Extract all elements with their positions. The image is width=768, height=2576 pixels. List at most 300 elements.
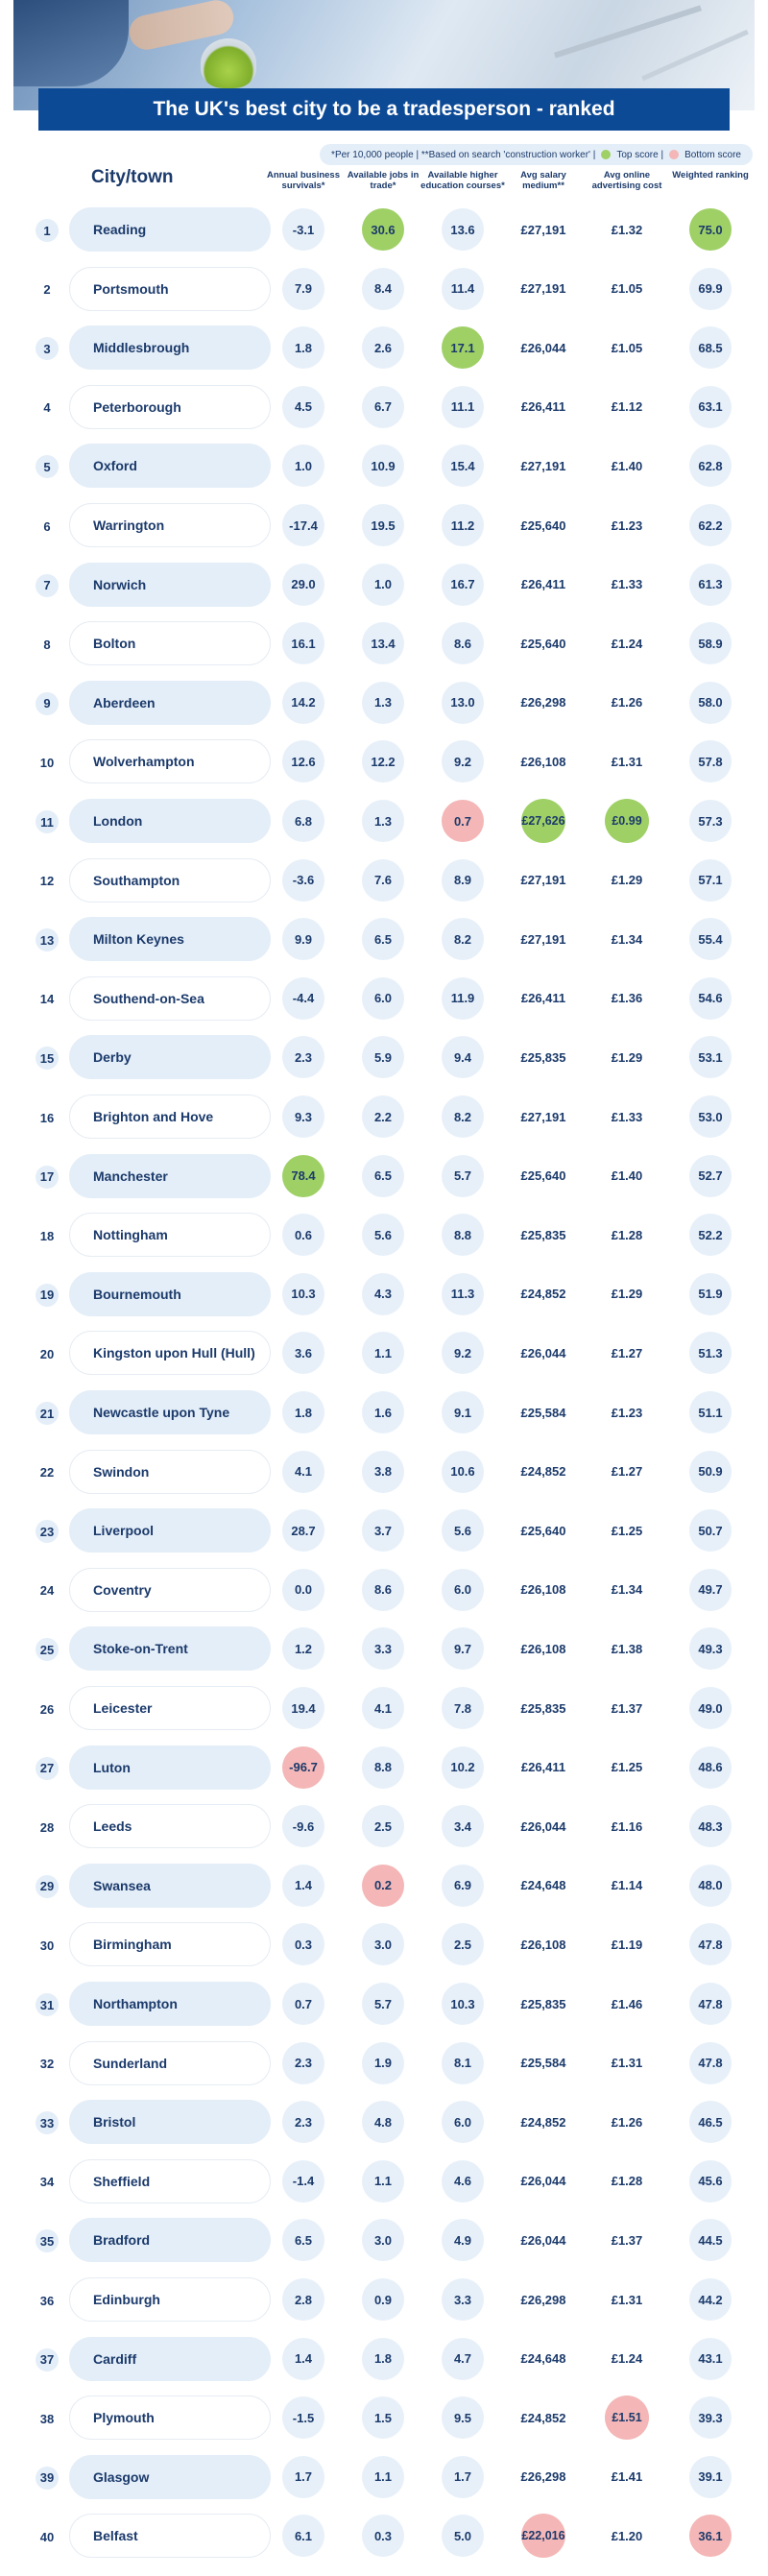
hero-photo-tool bbox=[554, 5, 702, 58]
value-survivals: 4.5 bbox=[282, 386, 324, 428]
city-column-header: City/town bbox=[91, 167, 174, 187]
table-row bbox=[0, 2395, 768, 2442]
value-jobs: 1.1 bbox=[362, 1332, 404, 1374]
rank-number: 15 bbox=[36, 1047, 59, 1070]
value-adcost: £1.29 bbox=[611, 873, 643, 888]
value-weighted: 48.6 bbox=[689, 1746, 732, 1789]
value-adcost: £1.31 bbox=[611, 754, 643, 769]
rank-number: 3 bbox=[36, 337, 59, 360]
city-name: Leeds bbox=[69, 1804, 271, 1848]
rank-number: 2 bbox=[43, 282, 51, 298]
value-survivals: 3.6 bbox=[282, 1332, 324, 1374]
rank-number: 4 bbox=[43, 400, 51, 416]
value-survivals: -96.7 bbox=[282, 1746, 324, 1789]
page-title: The UK's best city to be a tradesperson - ranked bbox=[153, 98, 615, 120]
value-survivals: 0.0 bbox=[282, 1569, 324, 1611]
city-name: Cardiff bbox=[69, 2337, 271, 2381]
city-name: Norwich bbox=[69, 563, 271, 607]
value-adcost: £1.26 bbox=[611, 2114, 643, 2130]
value-courses: 11.9 bbox=[442, 977, 484, 1020]
value-weighted: 57.8 bbox=[689, 740, 732, 782]
value-adcost: £1.41 bbox=[611, 2469, 643, 2485]
value-adcost: £1.20 bbox=[611, 2528, 643, 2543]
rank-number: 28 bbox=[39, 1819, 55, 1835]
table-row bbox=[0, 2277, 768, 2323]
value-survivals: 1.0 bbox=[282, 445, 324, 487]
value-courses: 4.7 bbox=[442, 2338, 484, 2380]
value-courses: 10.3 bbox=[442, 1983, 484, 2025]
value-salary: £24,648 bbox=[520, 2351, 566, 2367]
value-courses: 9.7 bbox=[442, 1627, 484, 1670]
table-row bbox=[0, 1686, 768, 1732]
city-name: Milton Keynes bbox=[69, 917, 271, 961]
value-salary: £24,852 bbox=[520, 1464, 566, 1480]
rank-number: 25 bbox=[36, 1638, 59, 1661]
rank-number: 10 bbox=[39, 755, 55, 770]
table-row bbox=[0, 1154, 768, 1200]
value-courses: 13.0 bbox=[442, 682, 484, 724]
value-courses: 5.7 bbox=[442, 1155, 484, 1197]
city-name: Edinburgh bbox=[69, 2277, 271, 2322]
value-survivals: 0.7 bbox=[282, 1983, 324, 2025]
value-adcost: £1.19 bbox=[611, 1937, 643, 1952]
column-header-weighted: Weighted ranking bbox=[672, 170, 749, 181]
table-row bbox=[0, 681, 768, 727]
legend-top-label: Top score | bbox=[616, 149, 664, 160]
rank-number: 9 bbox=[36, 692, 59, 715]
value-jobs: 12.2 bbox=[362, 740, 404, 782]
value-courses: 10.2 bbox=[442, 1746, 484, 1789]
value-survivals: 1.4 bbox=[282, 1865, 324, 1907]
value-weighted: 63.1 bbox=[689, 386, 732, 428]
value-salary: £26,044 bbox=[520, 1345, 566, 1360]
value-weighted: 55.4 bbox=[689, 918, 732, 960]
value-adcost: £1.33 bbox=[611, 577, 643, 592]
value-jobs: 4.1 bbox=[362, 1687, 404, 1729]
value-courses: 8.6 bbox=[442, 622, 484, 664]
legend bbox=[320, 144, 753, 165]
value-salary: £24,852 bbox=[520, 1287, 566, 1302]
value-jobs: 7.6 bbox=[362, 859, 404, 902]
rank-number: 8 bbox=[43, 637, 51, 652]
value-weighted: 68.5 bbox=[689, 326, 732, 369]
table-row bbox=[0, 503, 768, 549]
value-salary: £25,835 bbox=[520, 1996, 566, 2011]
column-header-jobs: Available jobs in trade* bbox=[347, 170, 420, 191]
value-adcost: £1.46 bbox=[611, 1996, 643, 2011]
value-adcost: £1.33 bbox=[611, 1109, 643, 1124]
value-weighted: 43.1 bbox=[689, 2338, 732, 2380]
value-survivals: 10.3 bbox=[282, 1273, 324, 1315]
city-name: Wolverhampton bbox=[69, 739, 271, 783]
value-adcost: £1.31 bbox=[611, 2056, 643, 2071]
value-survivals: 2.3 bbox=[282, 2101, 324, 2143]
table-row bbox=[0, 325, 768, 372]
value-courses: 4.9 bbox=[442, 2219, 484, 2261]
value-jobs: 1.3 bbox=[362, 682, 404, 724]
rank-number: 7 bbox=[36, 574, 59, 597]
rank-number: 37 bbox=[36, 2348, 59, 2371]
value-adcost: £1.12 bbox=[611, 399, 643, 415]
city-name: Bristol bbox=[69, 2100, 271, 2144]
value-adcost: £1.27 bbox=[611, 1345, 643, 1360]
value-salary: £26,298 bbox=[520, 2292, 566, 2307]
value-jobs: 6.5 bbox=[362, 918, 404, 960]
city-name: Oxford bbox=[69, 444, 271, 488]
rank-number: 18 bbox=[39, 1228, 55, 1243]
value-survivals: 12.6 bbox=[282, 740, 324, 782]
value-jobs: 3.8 bbox=[362, 1451, 404, 1493]
value-courses: 8.8 bbox=[442, 1214, 484, 1256]
city-name: Manchester bbox=[69, 1154, 271, 1198]
value-adcost: £0.99 bbox=[605, 799, 649, 843]
value-adcost: £1.31 bbox=[611, 2292, 643, 2307]
value-courses: 9.1 bbox=[442, 1391, 484, 1433]
value-survivals: 7.9 bbox=[282, 268, 324, 310]
value-weighted: 39.3 bbox=[689, 2396, 732, 2439]
rank-number: 24 bbox=[39, 1583, 55, 1599]
hero-photo-sleeve bbox=[13, 0, 129, 86]
rank-number: 11 bbox=[36, 810, 59, 833]
value-jobs: 3.7 bbox=[362, 1509, 404, 1552]
value-salary: £26,108 bbox=[520, 754, 566, 769]
rank-number: 17 bbox=[36, 1166, 59, 1189]
table-row bbox=[0, 917, 768, 963]
value-courses: 11.3 bbox=[442, 1273, 484, 1315]
value-courses: 3.4 bbox=[442, 1805, 484, 1847]
value-jobs: 6.0 bbox=[362, 977, 404, 1020]
column-header-survivals: Annual business survivals* bbox=[266, 170, 340, 191]
value-jobs: 0.9 bbox=[362, 2278, 404, 2321]
value-weighted: 58.9 bbox=[689, 622, 732, 664]
city-name: Warrington bbox=[69, 503, 271, 547]
city-name: Leicester bbox=[69, 1686, 271, 1730]
value-adcost: £1.14 bbox=[611, 1878, 643, 1893]
table-row bbox=[0, 1035, 768, 1081]
value-adcost: £1.37 bbox=[611, 1700, 643, 1716]
value-adcost: £1.16 bbox=[611, 1818, 643, 1834]
value-survivals: 9.9 bbox=[282, 918, 324, 960]
value-adcost: £1.28 bbox=[611, 1227, 643, 1242]
rank-number: 12 bbox=[39, 874, 55, 889]
value-survivals: 4.1 bbox=[282, 1451, 324, 1493]
value-adcost: £1.05 bbox=[611, 281, 643, 297]
value-adcost: £1.51 bbox=[605, 2395, 649, 2440]
table-row bbox=[0, 2218, 768, 2264]
rank-number: 39 bbox=[36, 2467, 59, 2490]
city-name: Birmingham bbox=[69, 1922, 271, 1966]
value-courses: 9.2 bbox=[442, 740, 484, 782]
value-weighted: 44.2 bbox=[689, 2278, 732, 2321]
table-row bbox=[0, 2159, 768, 2205]
table-row bbox=[0, 2041, 768, 2087]
value-salary: £27,191 bbox=[520, 1109, 566, 1124]
rank-number: 1 bbox=[36, 219, 59, 242]
value-salary: £24,648 bbox=[520, 1878, 566, 1893]
value-jobs: 6.5 bbox=[362, 1155, 404, 1197]
rank-number: 29 bbox=[36, 1875, 59, 1898]
value-salary: £26,298 bbox=[520, 2469, 566, 2485]
table-row bbox=[0, 1626, 768, 1673]
value-survivals: 2.8 bbox=[282, 2278, 324, 2321]
value-weighted: 51.1 bbox=[689, 1391, 732, 1433]
value-adcost: £1.25 bbox=[611, 1523, 643, 1538]
value-courses: 10.6 bbox=[442, 1451, 484, 1493]
rank-number: 6 bbox=[43, 518, 51, 534]
value-courses: 9.4 bbox=[442, 1036, 484, 1078]
value-survivals: 1.8 bbox=[282, 1391, 324, 1433]
value-courses: 5.6 bbox=[442, 1509, 484, 1552]
table-row bbox=[0, 621, 768, 667]
value-salary: £27,191 bbox=[520, 281, 566, 297]
value-adcost: £1.23 bbox=[611, 518, 643, 533]
value-jobs: 6.7 bbox=[362, 386, 404, 428]
value-jobs: 1.1 bbox=[362, 2456, 404, 2498]
table-row bbox=[0, 2100, 768, 2146]
value-jobs: 1.8 bbox=[362, 2338, 404, 2380]
table-row bbox=[0, 1864, 768, 1910]
value-salary: £26,411 bbox=[520, 577, 566, 592]
value-jobs: 5.9 bbox=[362, 1036, 404, 1078]
value-weighted: 57.1 bbox=[689, 859, 732, 902]
value-weighted: 50.9 bbox=[689, 1451, 732, 1493]
value-weighted: 52.7 bbox=[689, 1155, 732, 1197]
city-name: Coventry bbox=[69, 1568, 271, 1612]
city-name: Luton bbox=[69, 1745, 271, 1790]
value-adcost: £1.34 bbox=[611, 1582, 643, 1598]
rank-number: 30 bbox=[39, 1938, 55, 1953]
value-salary: £25,835 bbox=[520, 1227, 566, 1242]
value-salary: £25,835 bbox=[520, 1049, 566, 1065]
city-name: Derby bbox=[69, 1035, 271, 1079]
value-salary: £26,044 bbox=[520, 340, 566, 355]
table-row bbox=[0, 1095, 768, 1141]
value-salary: £25,640 bbox=[520, 1168, 566, 1184]
value-jobs: 0.3 bbox=[362, 2515, 404, 2557]
city-name: Portsmouth bbox=[69, 267, 271, 311]
value-weighted: 39.1 bbox=[689, 2456, 732, 2498]
value-weighted: 52.2 bbox=[689, 1214, 732, 1256]
value-survivals: 1.8 bbox=[282, 326, 324, 369]
value-courses: 11.2 bbox=[442, 504, 484, 546]
value-survivals: 28.7 bbox=[282, 1509, 324, 1552]
value-jobs: 0.2 bbox=[362, 1865, 404, 1907]
city-name: Southampton bbox=[69, 858, 271, 903]
value-courses: 15.4 bbox=[442, 445, 484, 487]
city-name: Swansea bbox=[69, 1864, 271, 1908]
column-header-salary: Avg salary medium** bbox=[520, 170, 566, 191]
value-weighted: 49.7 bbox=[689, 1569, 732, 1611]
table-row bbox=[0, 1331, 768, 1377]
table-row bbox=[0, 444, 768, 490]
value-salary: £27,191 bbox=[520, 931, 566, 947]
value-jobs: 8.4 bbox=[362, 268, 404, 310]
value-jobs: 4.8 bbox=[362, 2101, 404, 2143]
value-jobs: 5.7 bbox=[362, 1983, 404, 2025]
value-weighted: 49.0 bbox=[689, 1687, 732, 1729]
value-survivals: -17.4 bbox=[282, 504, 324, 546]
table-row bbox=[0, 2455, 768, 2501]
value-survivals: -3.6 bbox=[282, 859, 324, 902]
city-name: Kingston upon Hull (Hull) bbox=[69, 1331, 271, 1375]
city-name: Plymouth bbox=[69, 2395, 271, 2440]
top-score-swatch bbox=[601, 150, 611, 159]
title-banner bbox=[38, 88, 730, 131]
city-name: Aberdeen bbox=[69, 681, 271, 725]
value-survivals: 16.1 bbox=[282, 622, 324, 664]
value-courses: 8.2 bbox=[442, 918, 484, 960]
value-salary: £26,108 bbox=[520, 1641, 566, 1656]
bottom-score-swatch bbox=[669, 150, 679, 159]
legend-bottom-label: Bottom score bbox=[684, 149, 741, 160]
rank-number: 14 bbox=[39, 992, 55, 1007]
rank-number: 23 bbox=[36, 1520, 59, 1543]
city-name: Liverpool bbox=[69, 1508, 271, 1553]
value-courses: 6.9 bbox=[442, 1865, 484, 1907]
value-courses: 0.7 bbox=[442, 800, 484, 842]
value-survivals: 1.4 bbox=[282, 2338, 324, 2380]
value-weighted: 75.0 bbox=[689, 208, 732, 251]
table-row bbox=[0, 739, 768, 785]
value-survivals: 0.3 bbox=[282, 1923, 324, 1965]
value-weighted: 62.8 bbox=[689, 445, 732, 487]
value-courses: 6.0 bbox=[442, 2101, 484, 2143]
value-weighted: 62.2 bbox=[689, 504, 732, 546]
rank-number: 16 bbox=[39, 1110, 55, 1125]
value-adcost: £1.29 bbox=[611, 1287, 643, 1302]
value-weighted: 46.5 bbox=[689, 2101, 732, 2143]
value-courses: 8.2 bbox=[442, 1095, 484, 1138]
table-row bbox=[0, 1450, 768, 1496]
value-jobs: 2.6 bbox=[362, 326, 404, 369]
value-weighted: 47.8 bbox=[689, 1983, 732, 2025]
value-survivals: 6.1 bbox=[282, 2515, 324, 2557]
value-survivals: 29.0 bbox=[282, 564, 324, 606]
value-jobs: 5.6 bbox=[362, 1214, 404, 1256]
table-row bbox=[0, 1568, 768, 1614]
value-weighted: 44.5 bbox=[689, 2219, 732, 2261]
value-jobs: 4.3 bbox=[362, 1273, 404, 1315]
table-row bbox=[0, 799, 768, 845]
value-salary: £26,411 bbox=[520, 399, 566, 415]
value-adcost: £1.34 bbox=[611, 931, 643, 947]
value-salary: £24,852 bbox=[520, 2410, 566, 2425]
rank-number: 22 bbox=[39, 1465, 55, 1481]
value-jobs: 1.5 bbox=[362, 2396, 404, 2439]
value-jobs: 1.9 bbox=[362, 2042, 404, 2084]
value-salary: £27,191 bbox=[520, 222, 566, 237]
value-weighted: 47.8 bbox=[689, 1923, 732, 1965]
value-survivals: 6.5 bbox=[282, 2219, 324, 2261]
value-courses: 8.1 bbox=[442, 2042, 484, 2084]
value-salary: £26,044 bbox=[520, 1818, 566, 1834]
value-salary: £26,108 bbox=[520, 1582, 566, 1598]
table-row bbox=[0, 207, 768, 253]
value-weighted: 54.6 bbox=[689, 977, 732, 1020]
city-name: Reading bbox=[69, 207, 271, 252]
value-jobs: 2.2 bbox=[362, 1095, 404, 1138]
value-adcost: £1.25 bbox=[611, 1760, 643, 1775]
value-salary: £24,852 bbox=[520, 2114, 566, 2130]
value-survivals: 2.3 bbox=[282, 1036, 324, 1078]
city-name: Middlesbrough bbox=[69, 325, 271, 370]
rank-number: 31 bbox=[36, 1993, 59, 2016]
city-name: Brighton and Hove bbox=[69, 1095, 271, 1139]
value-jobs: 13.4 bbox=[362, 622, 404, 664]
column-header-adcost: Avg online advertising cost bbox=[591, 170, 662, 191]
table-row bbox=[0, 976, 768, 1023]
value-weighted: 58.0 bbox=[689, 682, 732, 724]
value-adcost: £1.37 bbox=[611, 2232, 643, 2248]
hero-photo-paint-pot bbox=[201, 38, 256, 88]
value-survivals: 19.4 bbox=[282, 1687, 324, 1729]
value-salary: £25,640 bbox=[520, 636, 566, 651]
value-adcost: £1.24 bbox=[611, 636, 643, 651]
legend-note: *Per 10,000 people | **Based on search 'construction worker' | bbox=[331, 149, 596, 160]
value-courses: 4.6 bbox=[442, 2160, 484, 2203]
value-adcost: £1.23 bbox=[611, 1405, 643, 1420]
city-name: Northampton bbox=[69, 1982, 271, 2026]
city-name: Swindon bbox=[69, 1450, 271, 1494]
value-weighted: 48.3 bbox=[689, 1805, 732, 1847]
city-name: Stoke-on-Trent bbox=[69, 1626, 271, 1671]
rank-number: 21 bbox=[36, 1402, 59, 1425]
value-weighted: 53.0 bbox=[689, 1095, 732, 1138]
value-courses: 2.5 bbox=[442, 1923, 484, 1965]
rank-number: 34 bbox=[39, 2175, 55, 2190]
value-survivals: 14.2 bbox=[282, 682, 324, 724]
table-row bbox=[0, 1213, 768, 1259]
value-weighted: 69.9 bbox=[689, 268, 732, 310]
value-adcost: £1.05 bbox=[611, 340, 643, 355]
table-row bbox=[0, 1508, 768, 1554]
city-name: Sheffield bbox=[69, 2159, 271, 2203]
value-weighted: 53.1 bbox=[689, 1036, 732, 1078]
city-name: Bolton bbox=[69, 621, 271, 665]
city-name: London bbox=[69, 799, 271, 843]
value-courses: 13.6 bbox=[442, 208, 484, 251]
value-jobs: 1.0 bbox=[362, 564, 404, 606]
rank-number: 26 bbox=[39, 1701, 55, 1717]
value-survivals: 0.6 bbox=[282, 1214, 324, 1256]
hero-photo-tool-2 bbox=[641, 30, 749, 81]
rank-number: 19 bbox=[36, 1284, 59, 1307]
table-row bbox=[0, 267, 768, 313]
value-jobs: 8.8 bbox=[362, 1746, 404, 1789]
value-courses: 8.9 bbox=[442, 859, 484, 902]
table-row bbox=[0, 2514, 768, 2560]
table-row bbox=[0, 2337, 768, 2383]
value-survivals: -4.4 bbox=[282, 977, 324, 1020]
value-courses: 3.3 bbox=[442, 2278, 484, 2321]
value-salary: £25,584 bbox=[520, 1405, 566, 1420]
value-weighted: 50.7 bbox=[689, 1509, 732, 1552]
value-courses: 7.8 bbox=[442, 1687, 484, 1729]
city-name: Newcastle upon Tyne bbox=[69, 1390, 271, 1434]
city-name: Southend-on-Sea bbox=[69, 976, 271, 1021]
value-survivals: -1.5 bbox=[282, 2396, 324, 2439]
value-jobs: 1.1 bbox=[362, 2160, 404, 2203]
value-weighted: 51.3 bbox=[689, 1332, 732, 1374]
table-row bbox=[0, 1922, 768, 1968]
value-jobs: 10.9 bbox=[362, 445, 404, 487]
value-survivals: 6.8 bbox=[282, 800, 324, 842]
value-courses: 17.1 bbox=[442, 326, 484, 369]
value-salary: £25,835 bbox=[520, 1700, 566, 1716]
rank-number: 5 bbox=[36, 455, 59, 478]
value-weighted: 36.1 bbox=[689, 2515, 732, 2557]
value-survivals: -9.6 bbox=[282, 1805, 324, 1847]
